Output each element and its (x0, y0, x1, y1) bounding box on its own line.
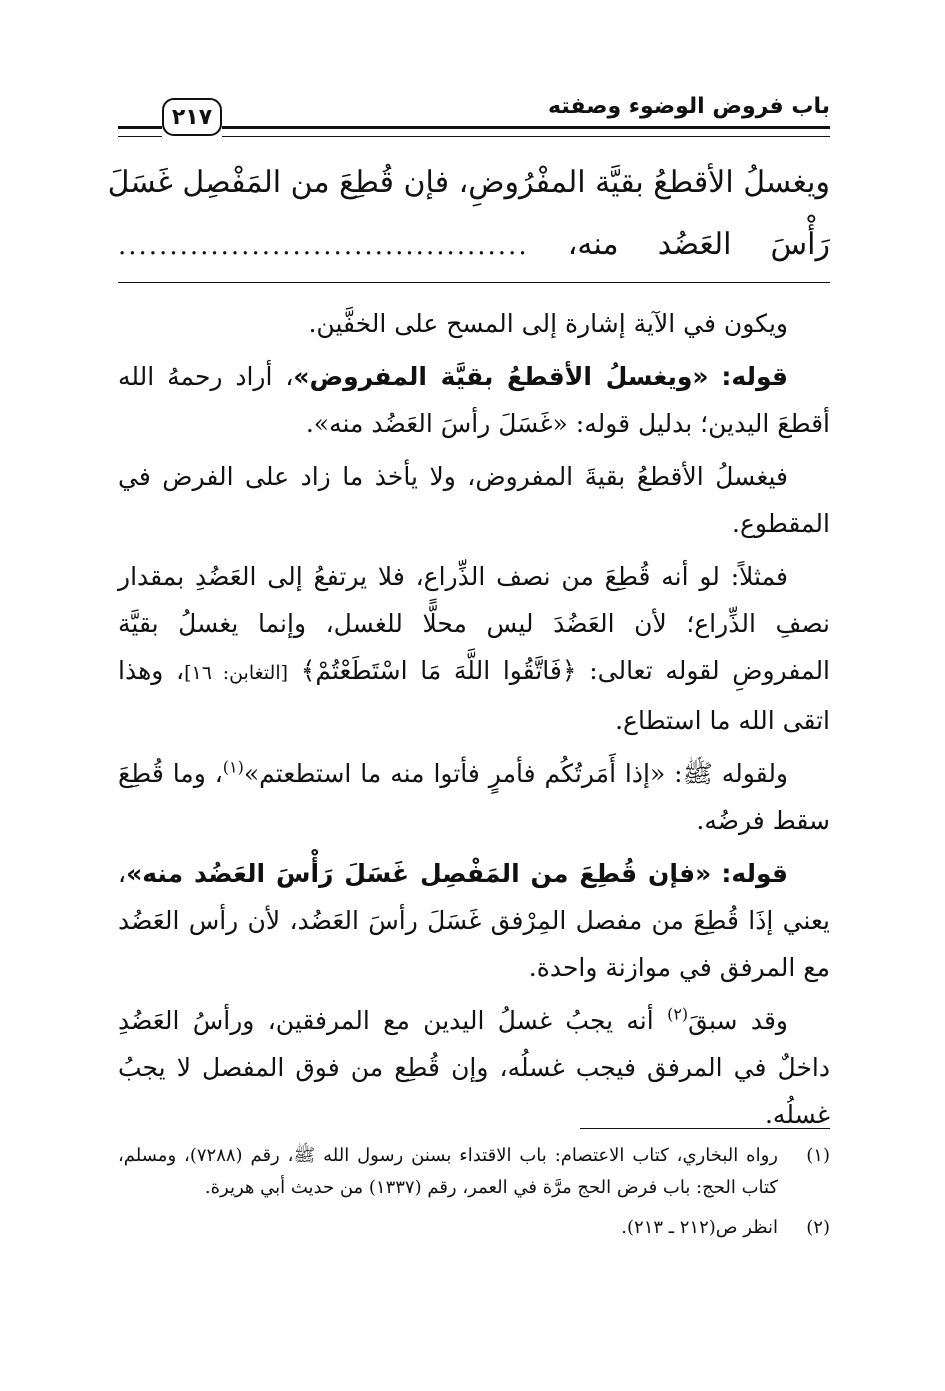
matn-text (107, 152, 830, 277)
paragraph-4 (118, 553, 830, 744)
quran-verse: ﴿فَاتَّقُوا اللَّهَ مَا اسْتَطَعْتُمْ﴾ (300, 656, 577, 685)
matn-quote: «ويغسلُ الأقطعُ بقيَّة المفروض» (293, 362, 709, 391)
header-rule-left (118, 126, 162, 137)
chapter-title: باب فروض الوضوء وصفته (548, 94, 830, 119)
footnote-2 (118, 1212, 830, 1244)
paragraph-5 (118, 750, 830, 844)
header-rule (222, 126, 830, 137)
paragraph-4-end: ، وهذا اتقى الله ما استطاع. (118, 656, 830, 735)
qawluhu-label: قوله: (721, 859, 788, 888)
footnote-number: (٢) (806, 1217, 830, 1238)
matn-line-2 (118, 214, 830, 277)
page-header (118, 92, 830, 142)
footnote-ref-1[interactable]: (١) (222, 757, 244, 777)
paragraph-5-end: ، وما قُطِعَ سقط فرضُه. (118, 759, 830, 835)
qawluhu-label: قوله: (721, 362, 789, 391)
footnote-text: انظر ص(٢١٢ ـ ٢١٣). (621, 1217, 778, 1238)
footnote-ref-2[interactable]: (٢) (667, 1004, 689, 1024)
paragraph-5-text: ولقوله ﷺ: «إذا أَمَرتُكُم فأمرٍ فأتوا منه ما استطعتم» (243, 759, 789, 788)
verse-citation: [التغابن: ١٦] (184, 662, 289, 684)
page-number: ٢١٧ (162, 98, 222, 136)
paragraph-6-text: ، يعني إذَا قُطِعَ من مفصل المِرْفق غَسَلَ رأسَ العَضُد، لأن رأس العَضُد مع المرفق في موازنة واحدة. (118, 859, 830, 982)
paragraph-3: فيغسلُ الأقطعُ بقيةَ المفروض، ولا يأخذ ما زاد على الفرض في المقطوع. (118, 462, 830, 538)
footnote-number: (١) (806, 1145, 830, 1166)
matn-line-2-text: رَأْسَ العَضُد منه، (567, 227, 830, 262)
footnote-separator (580, 1128, 830, 1129)
footnote-text: رواه البخاري، كتاب الاعتصام: باب الاقتداء بسنن رسول الله ﷺ، رقم (٧٢٨٨)، ومسلم، كتاب الحج: باب فرض الحج مرَّة في العمر، رقم (١٣٣٧) من حديث أبي هريرة. (118, 1145, 778, 1198)
matn-separator (118, 282, 830, 283)
footnote-1 (118, 1140, 830, 1204)
commentary (118, 300, 830, 1144)
paragraph-1: ويكون في الآية إشارة إلى المسح على الخفَّين. (308, 309, 788, 338)
paragraph-7-end: أنه يجبُ غسلُ اليدين مع المرفقين، ورأسُ العَضُدِ داخلٌ في المرفق فيجب غسلُه، وإن قُطِع من فوق المفصل لا يجبُ غسلُه. (118, 1006, 830, 1129)
paragraph-4-text: فمثلاً: لو أنه قُطِعَ من نصف الذِّراع، فلا يرتفعُ إلى العَضُدِ بمقدار نصفِ الذِّراع؛ لأن العَضُدَ ليس محلًّا للغسل، وإنما يغسلُ بقيَّة المفروضِ لقوله تعالى: (118, 562, 831, 685)
paragraph-7 (118, 997, 830, 1138)
matn-dots: ........................................ (118, 231, 529, 261)
paragraph-7-text: وقد سبقَ (688, 1006, 788, 1035)
paragraph-6 (118, 850, 830, 991)
footnotes (118, 1140, 830, 1252)
matn-quote: «فإن قُطِعَ من المَفْصِل غَسَلَ رَأْسَ العَضُد منه» (126, 859, 712, 888)
paragraph-2-text: ، أراد رحمهُ الله أقطعَ اليدين؛ بدليل قوله: «غَسَلَ رأسَ العَضُد منه». (118, 362, 830, 438)
paragraph-2 (118, 353, 830, 447)
matn-line-1: ويغسلُ الأقطعُ بقيَّة المفْرُوضِ، فإن قُطِعَ من المَفْصِل غَسَلَ (107, 165, 830, 200)
